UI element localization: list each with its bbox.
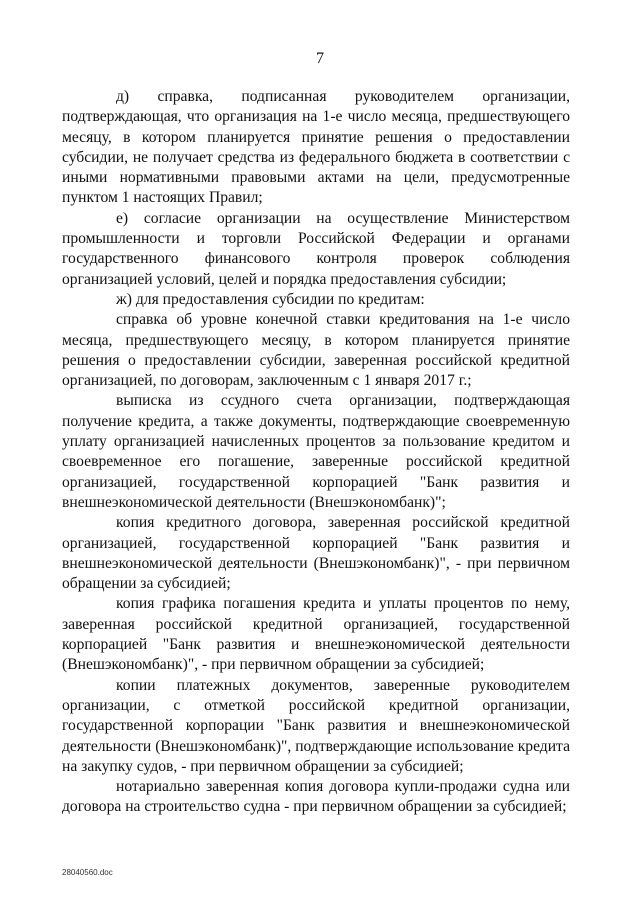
- footer-file-name: 28040560.doc: [62, 868, 113, 877]
- paragraph-d: д) справка, подписанная руководителем организации, подтверждающая, что организация на 1-е число месяца, предшествующего месяцу, в котором планируется принятие решения о предоставлении субсидии, не получает средства из федерального бюджета в соответствии с иными нормативными правовыми актами на цели, предусмотренные пунктом 1 настоящих Правил;: [62, 88, 570, 207]
- paragraph-loan-agreement-copy: копия кредитного договора, заверенная российской кредитной организацией, государственной корпорацией "Банк развития и внешнеэкономической деятельности (Внешэкономбанк)", - при первичном обращении за субсидией;: [62, 514, 570, 593]
- paragraph-repayment-schedule-copy: копия графика погашения кредита и уплаты процентов по нему, заверенная российской кредитной организацией, государственной корпорацией "Банк развития и внешнеэкономической деятельности (Внешэкономбанк)", - при первичном обращении за субсидией;: [62, 595, 570, 674]
- paragraph-loan-account-statement: выписка из ссудного счета организации, подтверждающая получение кредита, а также документы, подтверждающие своевременную уплату организацией начисленных процентов за пользование кредитом и своевременное его погашение, заверенные российской кредитной организацией, государственной корпорацией "Банк развития и внешнеэкономической деятельности (Внешэкономбанк)";: [62, 392, 570, 511]
- paragraph-e: е) согласие организации на осуществление Министерством промышленности и торговли Российской Федерации и органами государственного финансового контроля проверок соблюдения организацией условий, целей и порядка предоставления субсидии;: [62, 209, 570, 288]
- paragraph-zh: ж) для предоставления субсидии по кредитам:: [116, 290, 425, 308]
- page-number: 7: [316, 50, 324, 67]
- paragraph-vessel-contract-copy: нотариально заверенная копия договора купли-продажи судна или договора на строительство судна - при первичном обращении за субсидией;: [62, 778, 570, 816]
- paragraph-payment-documents: копии платежных документов, заверенные руководителем организации, с отметкой российской кредитной организации, государственной корпорации "Банк развития и внешнеэкономической деятельности (Внешэкономбанк)", подтверждающие использование кредита на закупку судов, - при первичном обращении за субсидией;: [62, 676, 570, 775]
- paragraph-rate-certificate: справка об уровне конечной ставки кредитования на 1-е число месяца, предшествующего месяцу, в котором планируется принятие решения о предоставлении субсидии, заверенная российской кредитной организацией, по договорам, заключенным с 1 января 2017 г.;: [62, 311, 570, 390]
- document-body: [62, 87, 570, 818]
